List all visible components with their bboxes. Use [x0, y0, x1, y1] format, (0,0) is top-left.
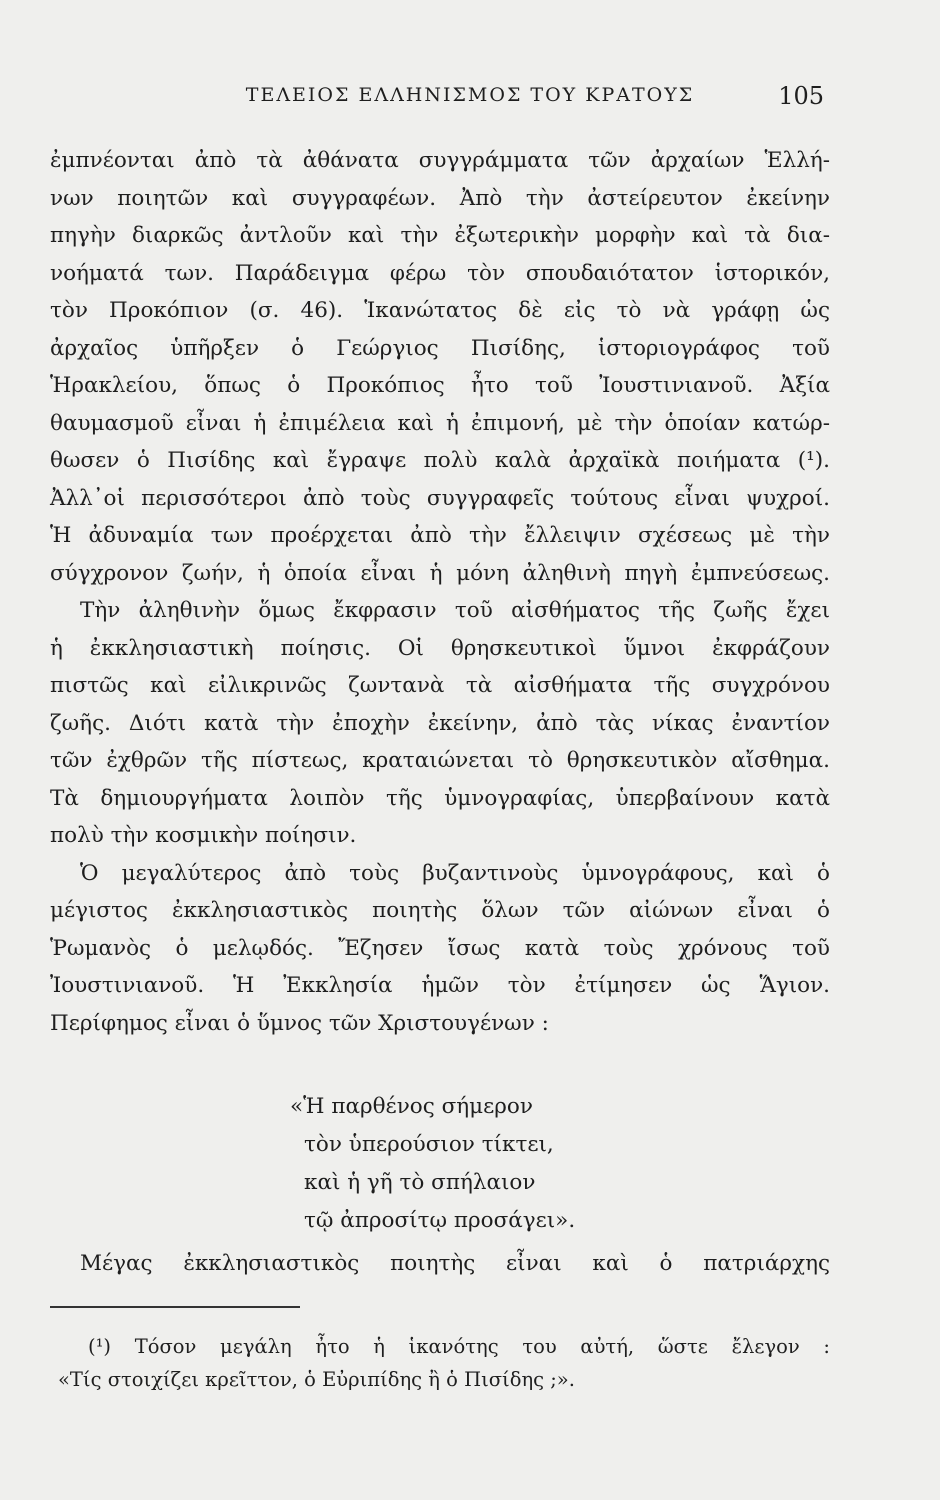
text-line: Ἡρακλείου, ὅπως ὁ Προκόπιος ἦτο τοῦ Ἰουστινιανοῦ. Ἀξία [50, 373, 830, 398]
text-line: Ῥωμανὸς ὁ μελῳδός. Ἔζησεν ἴσως κατὰ τοὺς χρόνους τοῦ [50, 935, 830, 961]
page-number: 105 [778, 82, 824, 110]
text-line: τῶν ἐχθρῶν τῆς πίστεως, κραταιώνεται τὸ θρησκευτικὸν αἴσθημα. [50, 748, 830, 773]
text-line: ἡ ἐκκλησιαστικὴ ποίησις. Οἱ θρησκευτικοὶ ὕμνοι ἐκφράζουν [50, 635, 830, 661]
footnote-divider [50, 1306, 300, 1308]
hymn-quote [290, 1088, 575, 1240]
poem-line: «Ἡ παρθένος σήμερον [290, 1094, 533, 1119]
body-text [50, 142, 830, 1042]
text-line: πολὺ τὴν κοσμικὴν ποίησιν. [50, 823, 357, 848]
text-line: Ἰουστινιανοῦ. Ἡ Ἐκκλησία ἡμῶν τὸν ἐτίμησεν ὡς Ἅγιον. [50, 973, 830, 998]
text-line: νοήματά των. Παράδειγμα φέρω τὸν σπουδαιότατον ἱστορικόν, [50, 260, 830, 286]
footnote-line: (¹) Τόσον μεγάλη ἦτο ἡ ἱκανότης του αὐτή, ὥστε ἔλεγον : [88, 1335, 830, 1358]
poem-line: τῷ ἀπροσίτῳ προσάγει». [304, 1208, 576, 1233]
text-line: μέγιστος ἐκκλησιαστικὸς ποιητὴς ὅλων τῶν αἰώνων εἶναι ὁ [50, 898, 830, 923]
text-line: σύγχρονον ζωήν, ἡ ὁποία εἶναι ἡ μόνη ἀληθινὴ πηγὴ ἐμπνεύσεως. [50, 560, 830, 586]
text-line: Τὰ δημιουργήματα λοιπὸν τῆς ὑμνογραφίας, ὑπερβαίνουν κατὰ [50, 785, 830, 811]
text-line: τὸν Προκόπιον (σ. 46). Ἱκανώτατος δὲ εἰς τὸ νὰ γράφῃ ὡς [50, 298, 830, 323]
text-line: Τὴν ἀληθινὴν ὅμως ἔκφρασιν τοῦ αἰσθήματος τῆς ζωῆς ἔχει [80, 598, 830, 623]
text-line: ἀρχαῖος ὑπῆρξεν ὁ Γεώργιος Πισίδης, ἱστοριογράφος τοῦ [50, 335, 830, 361]
text-line: Μέγας ἐκκλησιαστικὸς ποιητὴς εἶναι καὶ ὁ πατριάρχης [80, 1251, 830, 1276]
text-line: πηγὴν διαρκῶς ἀντλοῦν καὶ τὴν ἐξωτερικὴν μορφὴν καὶ τὰ δια- [50, 223, 830, 248]
poem-line: τὸν ὑπερούσιον τίκτει, [304, 1132, 554, 1157]
body-text-continued [50, 1245, 830, 1283]
text-line: ζωῆς. Διότι κατὰ τὴν ἐποχὴν ἐκείνην, ἀπὸ τὰς νίκας ἐναντίον [50, 710, 830, 736]
text-line: ἐμπνέονται ἀπὸ τὰ ἀθάνατα συγγράμματα τῶν ἀρχαίων Ἑλλή- [50, 148, 830, 173]
running-title: ΤΕΛΕΙΟΣ ΕΛΛΗΝΙΣΜΟΣ ΤΟΥ ΚΡΑΤΟΥΣ [245, 84, 695, 106]
text-line: Ἀλλ᾽οἱ περισσότεροι ἀπὸ τοὺς συγγραφεῖς τούτους εἶναι ψυχροί. [50, 485, 830, 511]
running-head [0, 82, 940, 116]
footnote-line: «Τίς στοιχίζει κρεῖττον, ὁ Εὐριπίδης ἢ ὁ Πισίδης ;». [58, 1368, 575, 1391]
text-line: πιστῶς καὶ εἰλικρινῶς ζωντανὰ τὰ αἰσθήματα τῆς συγχρόνου [50, 673, 830, 698]
text-line: θαυμασμοῦ εἶναι ἡ ἐπιμέλεια καὶ ἡ ἐπιμονή, μὲ τὴν ὁποίαν κατώρ- [50, 410, 830, 436]
text-line: νων ποιητῶν καὶ συγγραφέων. Ἀπὸ τὴν ἀστείρευτον ἐκείνην [50, 185, 830, 211]
text-line: θωσεν ὁ Πισίδης καὶ ἔγραψε πολὺ καλὰ ἀρχαϊκὰ ποιήματα (¹). [50, 448, 830, 473]
text-line: Ὁ μεγαλύτερος ἀπὸ τοὺς βυζαντινοὺς ὑμνογράφους, καὶ ὁ [80, 860, 830, 886]
poem-line: καὶ ἡ γῆ τὸ σπήλαιον [304, 1170, 536, 1195]
text-line: Περίφημος εἶναι ὁ ὕμνος τῶν Χριστουγένων : [50, 1010, 549, 1036]
footnote [58, 1330, 830, 1396]
text-line: Ἡ ἀδυναμία των προέρχεται ἀπὸ τὴν ἔλλειψιν σχέσεως μὲ τὴν [50, 523, 830, 548]
